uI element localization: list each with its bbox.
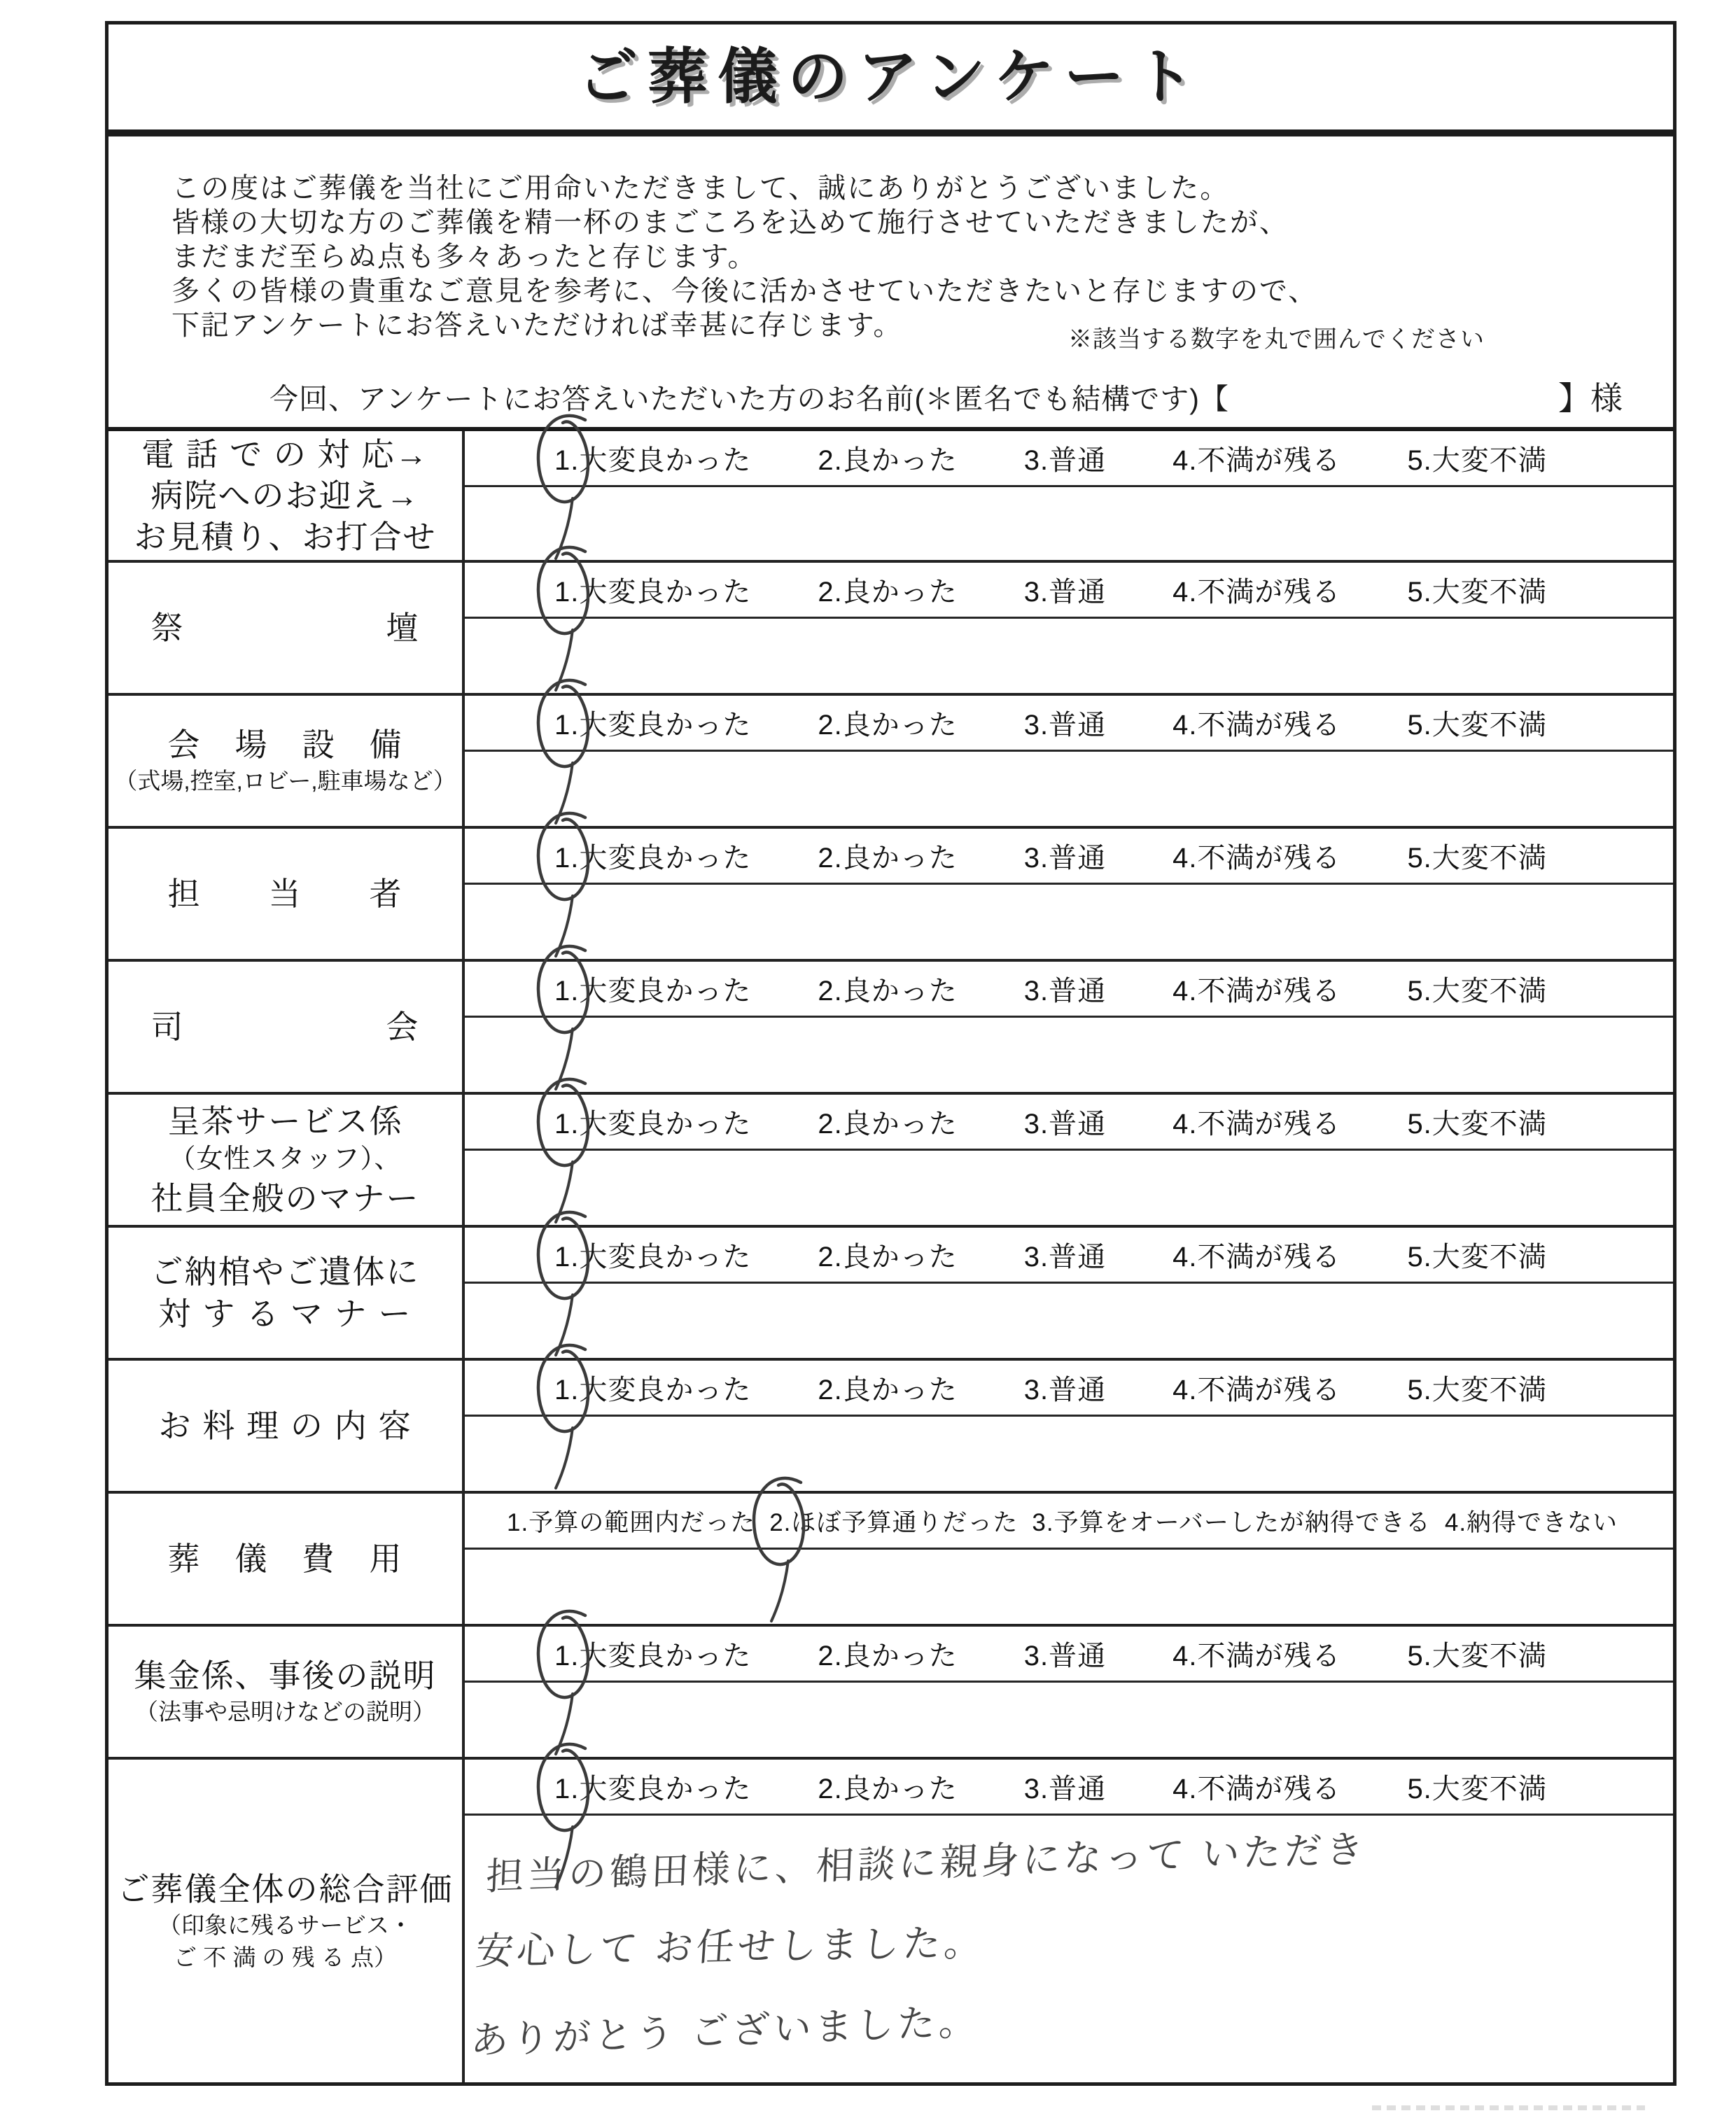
row-label-line: お 料 理 の 内 容 bbox=[158, 1407, 412, 1444]
survey-row-cost bbox=[108, 1491, 1673, 1624]
row-answers-food bbox=[465, 1361, 1673, 1491]
option-food-5: 5.大変不満 bbox=[1407, 1375, 1547, 1405]
option-overall-2: 2.良かった bbox=[818, 1774, 958, 1804]
option-venue-1-selected: 1.大変良かった bbox=[554, 710, 752, 741]
option-mc-1-selected: 1.大変良かった bbox=[554, 976, 752, 1007]
row-label-line: お見積り、お打合せ bbox=[134, 519, 437, 556]
survey-row-venue bbox=[108, 693, 1673, 826]
circle-instruction-note: ※該当する数字を丸で囲んでください bbox=[1068, 326, 1485, 353]
intro-line: 多くの皆様の貴重なご意見を参考に、今後に活かさせていただきたいと存じますので、 bbox=[172, 276, 1318, 307]
row-label-tea bbox=[108, 1095, 465, 1225]
row-label-mc bbox=[108, 962, 465, 1092]
option-venue-5: 5.大変不満 bbox=[1407, 710, 1547, 741]
options-band-tea bbox=[465, 1095, 1673, 1151]
row-label-line: 祭 壇 bbox=[150, 609, 420, 646]
row-label-line: 電 話 で の 対 応→ bbox=[141, 435, 429, 472]
row-label-line: ご 不 満 の 残 る 点） bbox=[173, 1944, 397, 1970]
row-label-line: 会 場 設 備 bbox=[167, 727, 403, 764]
row-label-line: 集金係、事後の説明 bbox=[134, 1657, 437, 1695]
comment-area-staff bbox=[465, 885, 1673, 959]
option-casket-3: 3.普通 bbox=[1023, 1242, 1107, 1272]
row-label-staff bbox=[108, 829, 465, 959]
intro-line: この度はご葬儀を当社にご用命いただきまして、誠にありがとうございました。 bbox=[172, 173, 1230, 204]
comment-area-phone bbox=[465, 487, 1673, 560]
option-tea-1-selected: 1.大変良かった bbox=[554, 1109, 752, 1139]
option-casket-5: 5.大変不満 bbox=[1407, 1242, 1547, 1272]
title-box bbox=[105, 21, 1676, 133]
options-band-mc bbox=[465, 962, 1673, 1018]
row-label-altar bbox=[108, 563, 465, 693]
option-casket-1-selected: 1.大変良かった bbox=[554, 1242, 752, 1272]
survey-row-mc bbox=[108, 959, 1673, 1092]
option-altar-5: 5.大変不満 bbox=[1407, 577, 1547, 608]
comment-area-overall bbox=[465, 1816, 1673, 2082]
row-label-line: 病院へのお迎え→ bbox=[150, 477, 420, 514]
option-venue-4: 4.不満が残る bbox=[1172, 710, 1341, 741]
option-tea-5: 5.大変不満 bbox=[1407, 1109, 1547, 1139]
options-band-overall bbox=[465, 1760, 1673, 1816]
row-label-line: （式場,控室,ロビー,駐車場など） bbox=[114, 768, 456, 794]
option-overall-4: 4.不満が残る bbox=[1172, 1774, 1341, 1804]
row-label-line: 呈茶サービス係 bbox=[167, 1102, 403, 1139]
option-billing-4: 4.不満が残る bbox=[1172, 1641, 1341, 1671]
comment-area-tea bbox=[465, 1151, 1673, 1225]
survey-row-casket bbox=[108, 1225, 1673, 1358]
option-billing-5: 5.大変不満 bbox=[1407, 1641, 1547, 1671]
option-food-4: 4.不満が残る bbox=[1172, 1375, 1341, 1405]
option-phone-2: 2.良かった bbox=[818, 445, 958, 476]
comment-area-food bbox=[465, 1417, 1673, 1491]
comment-area-altar bbox=[465, 619, 1673, 693]
option-altar-1-selected: 1.大変良かった bbox=[554, 577, 752, 608]
row-label-line: 対 す る マ ナ ー bbox=[158, 1295, 412, 1332]
comment-area-billing bbox=[465, 1683, 1673, 1757]
options-band-staff bbox=[465, 829, 1673, 885]
option-billing-3: 3.普通 bbox=[1023, 1641, 1107, 1671]
option-casket-2: 2.良かった bbox=[818, 1242, 958, 1272]
page-title: ご葬儀のアンケート bbox=[578, 43, 1204, 111]
option-overall-3: 3.普通 bbox=[1023, 1774, 1107, 1804]
option-billing-2: 2.良かった bbox=[818, 1641, 958, 1671]
survey-row-food bbox=[108, 1358, 1673, 1491]
questionnaire-body bbox=[105, 133, 1676, 2086]
row-label-food bbox=[108, 1361, 465, 1491]
row-answers-cost bbox=[465, 1494, 1673, 1624]
row-answers-tea bbox=[465, 1095, 1673, 1225]
handwritten-comment-line-3: ありがとう ございました。 bbox=[470, 2000, 981, 2063]
option-venue-3: 3.普通 bbox=[1023, 710, 1107, 741]
option-casket-4: 4.不満が残る bbox=[1172, 1242, 1341, 1272]
option-tea-4: 4.不満が残る bbox=[1172, 1109, 1341, 1139]
options-band-food bbox=[465, 1361, 1673, 1417]
option-cost-4: 4.納得できない bbox=[1444, 1508, 1618, 1536]
option-cost-3: 3.予算をオーバーしたが納得できる bbox=[1032, 1508, 1431, 1536]
option-staff-4: 4.不満が残る bbox=[1172, 843, 1341, 874]
option-tea-2: 2.良かった bbox=[818, 1109, 958, 1139]
scan-artifact bbox=[1372, 2105, 1645, 2110]
row-answers-billing bbox=[465, 1627, 1673, 1757]
comment-area-cost bbox=[465, 1550, 1673, 1624]
option-mc-2: 2.良かった bbox=[818, 976, 958, 1007]
option-mc-3: 3.普通 bbox=[1023, 976, 1107, 1007]
row-answers-venue bbox=[465, 696, 1673, 826]
comment-area-venue bbox=[465, 752, 1673, 826]
row-label-line: （女性スタッフ）、 bbox=[169, 1144, 402, 1174]
row-label-venue bbox=[108, 696, 465, 826]
survey-row-overall bbox=[108, 1757, 1673, 2082]
option-mc-4: 4.不満が残る bbox=[1172, 976, 1341, 1007]
intro-line: 皆様の大切な方のご葬儀を精一杯のまごころを込めて施行させていただきましたが、 bbox=[172, 207, 1289, 238]
row-answers-mc bbox=[465, 962, 1673, 1092]
option-cost-2-selected: 2.ほぼ予算通りだった bbox=[769, 1508, 1018, 1536]
intro-paragraph bbox=[172, 171, 1317, 343]
option-staff-3: 3.普通 bbox=[1023, 843, 1107, 874]
option-overall-1-selected: 1.大変良かった bbox=[554, 1774, 752, 1804]
option-altar-4: 4.不満が残る bbox=[1172, 577, 1341, 608]
row-answers-overall bbox=[465, 1760, 1673, 2082]
option-food-3: 3.普通 bbox=[1023, 1375, 1107, 1405]
option-phone-4: 4.不満が残る bbox=[1172, 445, 1341, 476]
survey-row-tea bbox=[108, 1092, 1673, 1225]
intro-line: 下記アンケートにお答えいただければ幸甚に存じます。 bbox=[172, 310, 903, 341]
row-label-line: ご葬儀全体の総合評価 bbox=[117, 1870, 454, 1907]
handwritten-comment-line-1: 担当の鶴田様に、相談に親身になって いただき bbox=[484, 1828, 1368, 1898]
options-band-altar bbox=[465, 563, 1673, 619]
row-label-line: 司 会 bbox=[150, 1008, 420, 1045]
survey-row-staff bbox=[108, 826, 1673, 959]
row-label-line: 担 当 者 bbox=[167, 875, 403, 912]
row-label-line: ご納棺やご遺体に bbox=[150, 1254, 420, 1291]
respondent-name-line: 今回、アンケートにお答えいただいた方のお名前(＊匿名でも結構です)【 bbox=[270, 383, 1229, 415]
option-tea-3: 3.普通 bbox=[1023, 1109, 1107, 1139]
row-label-cost bbox=[108, 1494, 465, 1624]
intro-line: まだまだ至らぬ点も多々あったと存じます。 bbox=[172, 241, 757, 272]
option-phone-5: 5.大変不満 bbox=[1407, 445, 1547, 476]
option-cost-1: 1.予算の範囲内だった bbox=[507, 1508, 756, 1536]
options-band-phone bbox=[465, 431, 1673, 487]
option-altar-2: 2.良かった bbox=[818, 577, 958, 608]
comment-area-mc bbox=[465, 1018, 1673, 1092]
option-food-1-selected: 1.大変良かった bbox=[554, 1375, 752, 1405]
row-answers-altar bbox=[465, 563, 1673, 693]
handwritten-comment-line-2: 安心して お任せしました。 bbox=[474, 1921, 987, 1973]
option-staff-2: 2.良かった bbox=[818, 843, 958, 874]
option-staff-1-selected: 1.大変良かった bbox=[554, 843, 752, 874]
respondent-name-suffix: 】様 bbox=[1558, 380, 1623, 416]
row-label-phone bbox=[108, 431, 465, 560]
survey-row-altar bbox=[108, 560, 1673, 693]
row-label-line: （法事や忌明けなどの説明） bbox=[135, 1699, 435, 1725]
row-label-line: 葬 儀 費 用 bbox=[167, 1540, 403, 1577]
row-answers-staff bbox=[465, 829, 1673, 959]
option-billing-1-selected: 1.大変良かった bbox=[554, 1641, 752, 1671]
options-band-venue bbox=[465, 696, 1673, 752]
options-band-casket bbox=[465, 1228, 1673, 1284]
options-band-billing bbox=[465, 1627, 1673, 1683]
option-venue-2: 2.良かった bbox=[818, 710, 958, 741]
row-label-billing bbox=[108, 1627, 465, 1757]
option-altar-3: 3.普通 bbox=[1023, 577, 1107, 608]
row-label-overall bbox=[108, 1760, 465, 2082]
comment-area-casket bbox=[465, 1284, 1673, 1358]
survey-table bbox=[108, 427, 1673, 2082]
row-answers-casket bbox=[465, 1228, 1673, 1358]
row-label-casket bbox=[108, 1228, 465, 1358]
option-overall-5: 5.大変不満 bbox=[1407, 1774, 1547, 1804]
option-staff-5: 5.大変不満 bbox=[1407, 843, 1547, 874]
option-food-2: 2.良かった bbox=[818, 1375, 958, 1405]
row-label-line: （印象に残るサービス・ bbox=[158, 1912, 412, 1938]
option-mc-5: 5.大変不満 bbox=[1407, 976, 1547, 1007]
row-answers-phone bbox=[465, 431, 1673, 560]
option-phone-3: 3.普通 bbox=[1023, 445, 1107, 476]
options-band-cost bbox=[465, 1494, 1673, 1550]
row-label-line: 社員全般のマナー bbox=[150, 1179, 420, 1216]
option-phone-1-selected: 1.大変良かった bbox=[554, 445, 752, 476]
survey-row-billing bbox=[108, 1624, 1673, 1757]
survey-row-phone bbox=[108, 427, 1673, 560]
